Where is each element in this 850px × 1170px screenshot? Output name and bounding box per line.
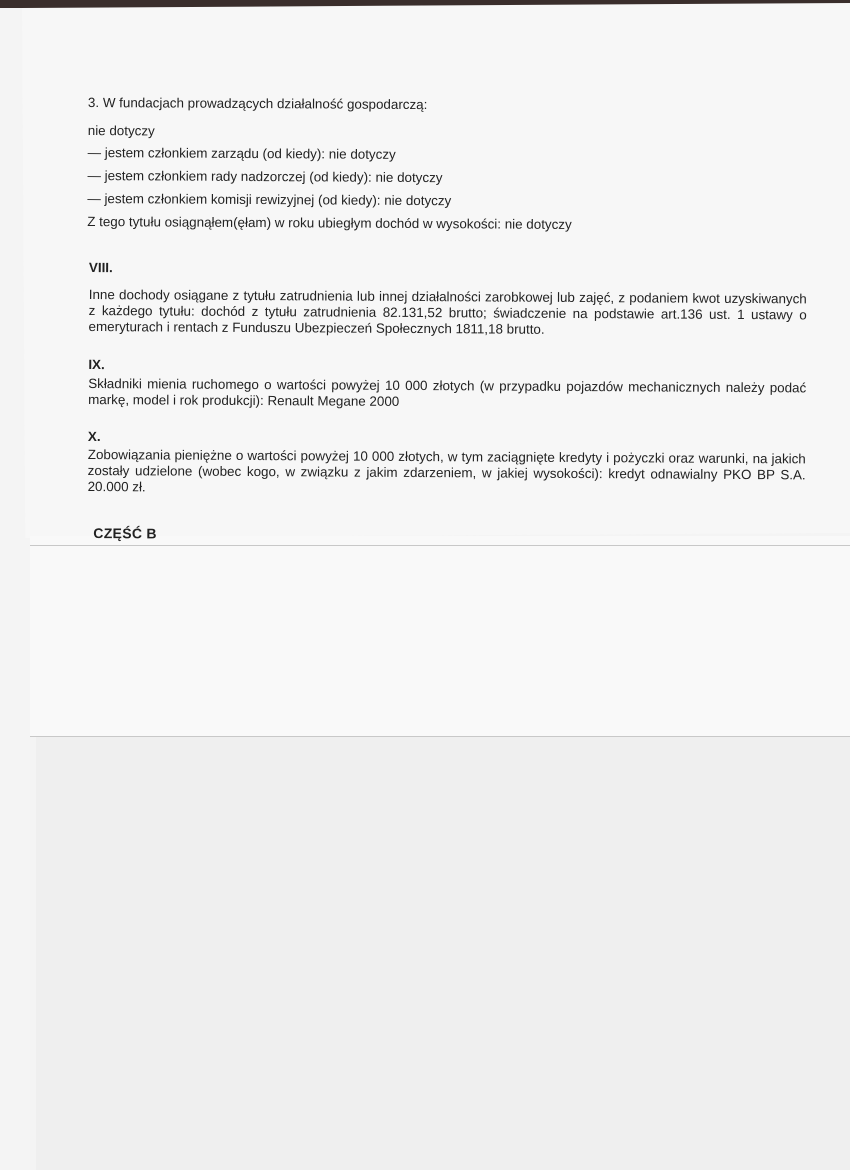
section-ix-text: Składniki mienia ruchomego o wartości powyżej 10 000 złotych (w przypadku pojazdów mechanicznych należy podać markę, model i rok produkcji): Renault Megane 2000 bbox=[88, 376, 807, 409]
section-3-item: — jestem członkiem rady nadzorczej (od kiedy): nie dotyczy bbox=[87, 167, 443, 186]
section-x-heading: X. bbox=[87, 429, 101, 445]
section-3-title: 3. W fundacjach prowadzących działalność gospodarczą: bbox=[87, 95, 428, 113]
fold-line-lower bbox=[30, 736, 850, 737]
paper-sheet-lower bbox=[36, 736, 850, 1170]
section-3-item: — jestem członkiem komisji rewizyjnej (od kiedy): nie dotyczy bbox=[87, 190, 452, 209]
part-b-heading: CZĘŚĆ B bbox=[93, 525, 157, 542]
section-viii-text: Inne dochody osiągane z tytułu zatrudnienia lub innej działalności zarobkowej lub zajęć, z podaniem kwot uzyskiwanych z każdego tytułu: dochód z tytułu zatrudnienia 82.131,52 brutto; świadczenie na podstawie art.136 ust. 1 ustawy o emeryturach i rentach z Funduszu Ubezpieczeń Społecznych 1811,18 brutto. bbox=[88, 287, 807, 337]
section-3-income: Z tego tytułu osiągnąłem(ęłam) w roku ubiegłym dochód w wysokości: nie dotyczy bbox=[87, 213, 572, 232]
section-3-item: — jestem członkiem zarządu (od kiedy): nie dotyczy bbox=[87, 144, 396, 162]
fold-line-upper bbox=[30, 545, 850, 546]
section-ix-heading: IX. bbox=[88, 357, 105, 373]
section-x-text: Zobowiązania pieniężne o wartości powyżej 10 000 złotych, w tym zaciągnięte kredyty i pożyczki oraz warunki, na jakich zostały udzielone (wobec kogo, w związku z jakim zdarzeniem, w jakiej wysokości): kredyt odnawialny PKO BP S.A. 20.000 zł. bbox=[87, 447, 806, 495]
paper-sheet-fold bbox=[30, 536, 850, 736]
section-viii-heading: VIII. bbox=[88, 260, 113, 276]
section-3-status: nie dotyczy bbox=[87, 122, 155, 139]
